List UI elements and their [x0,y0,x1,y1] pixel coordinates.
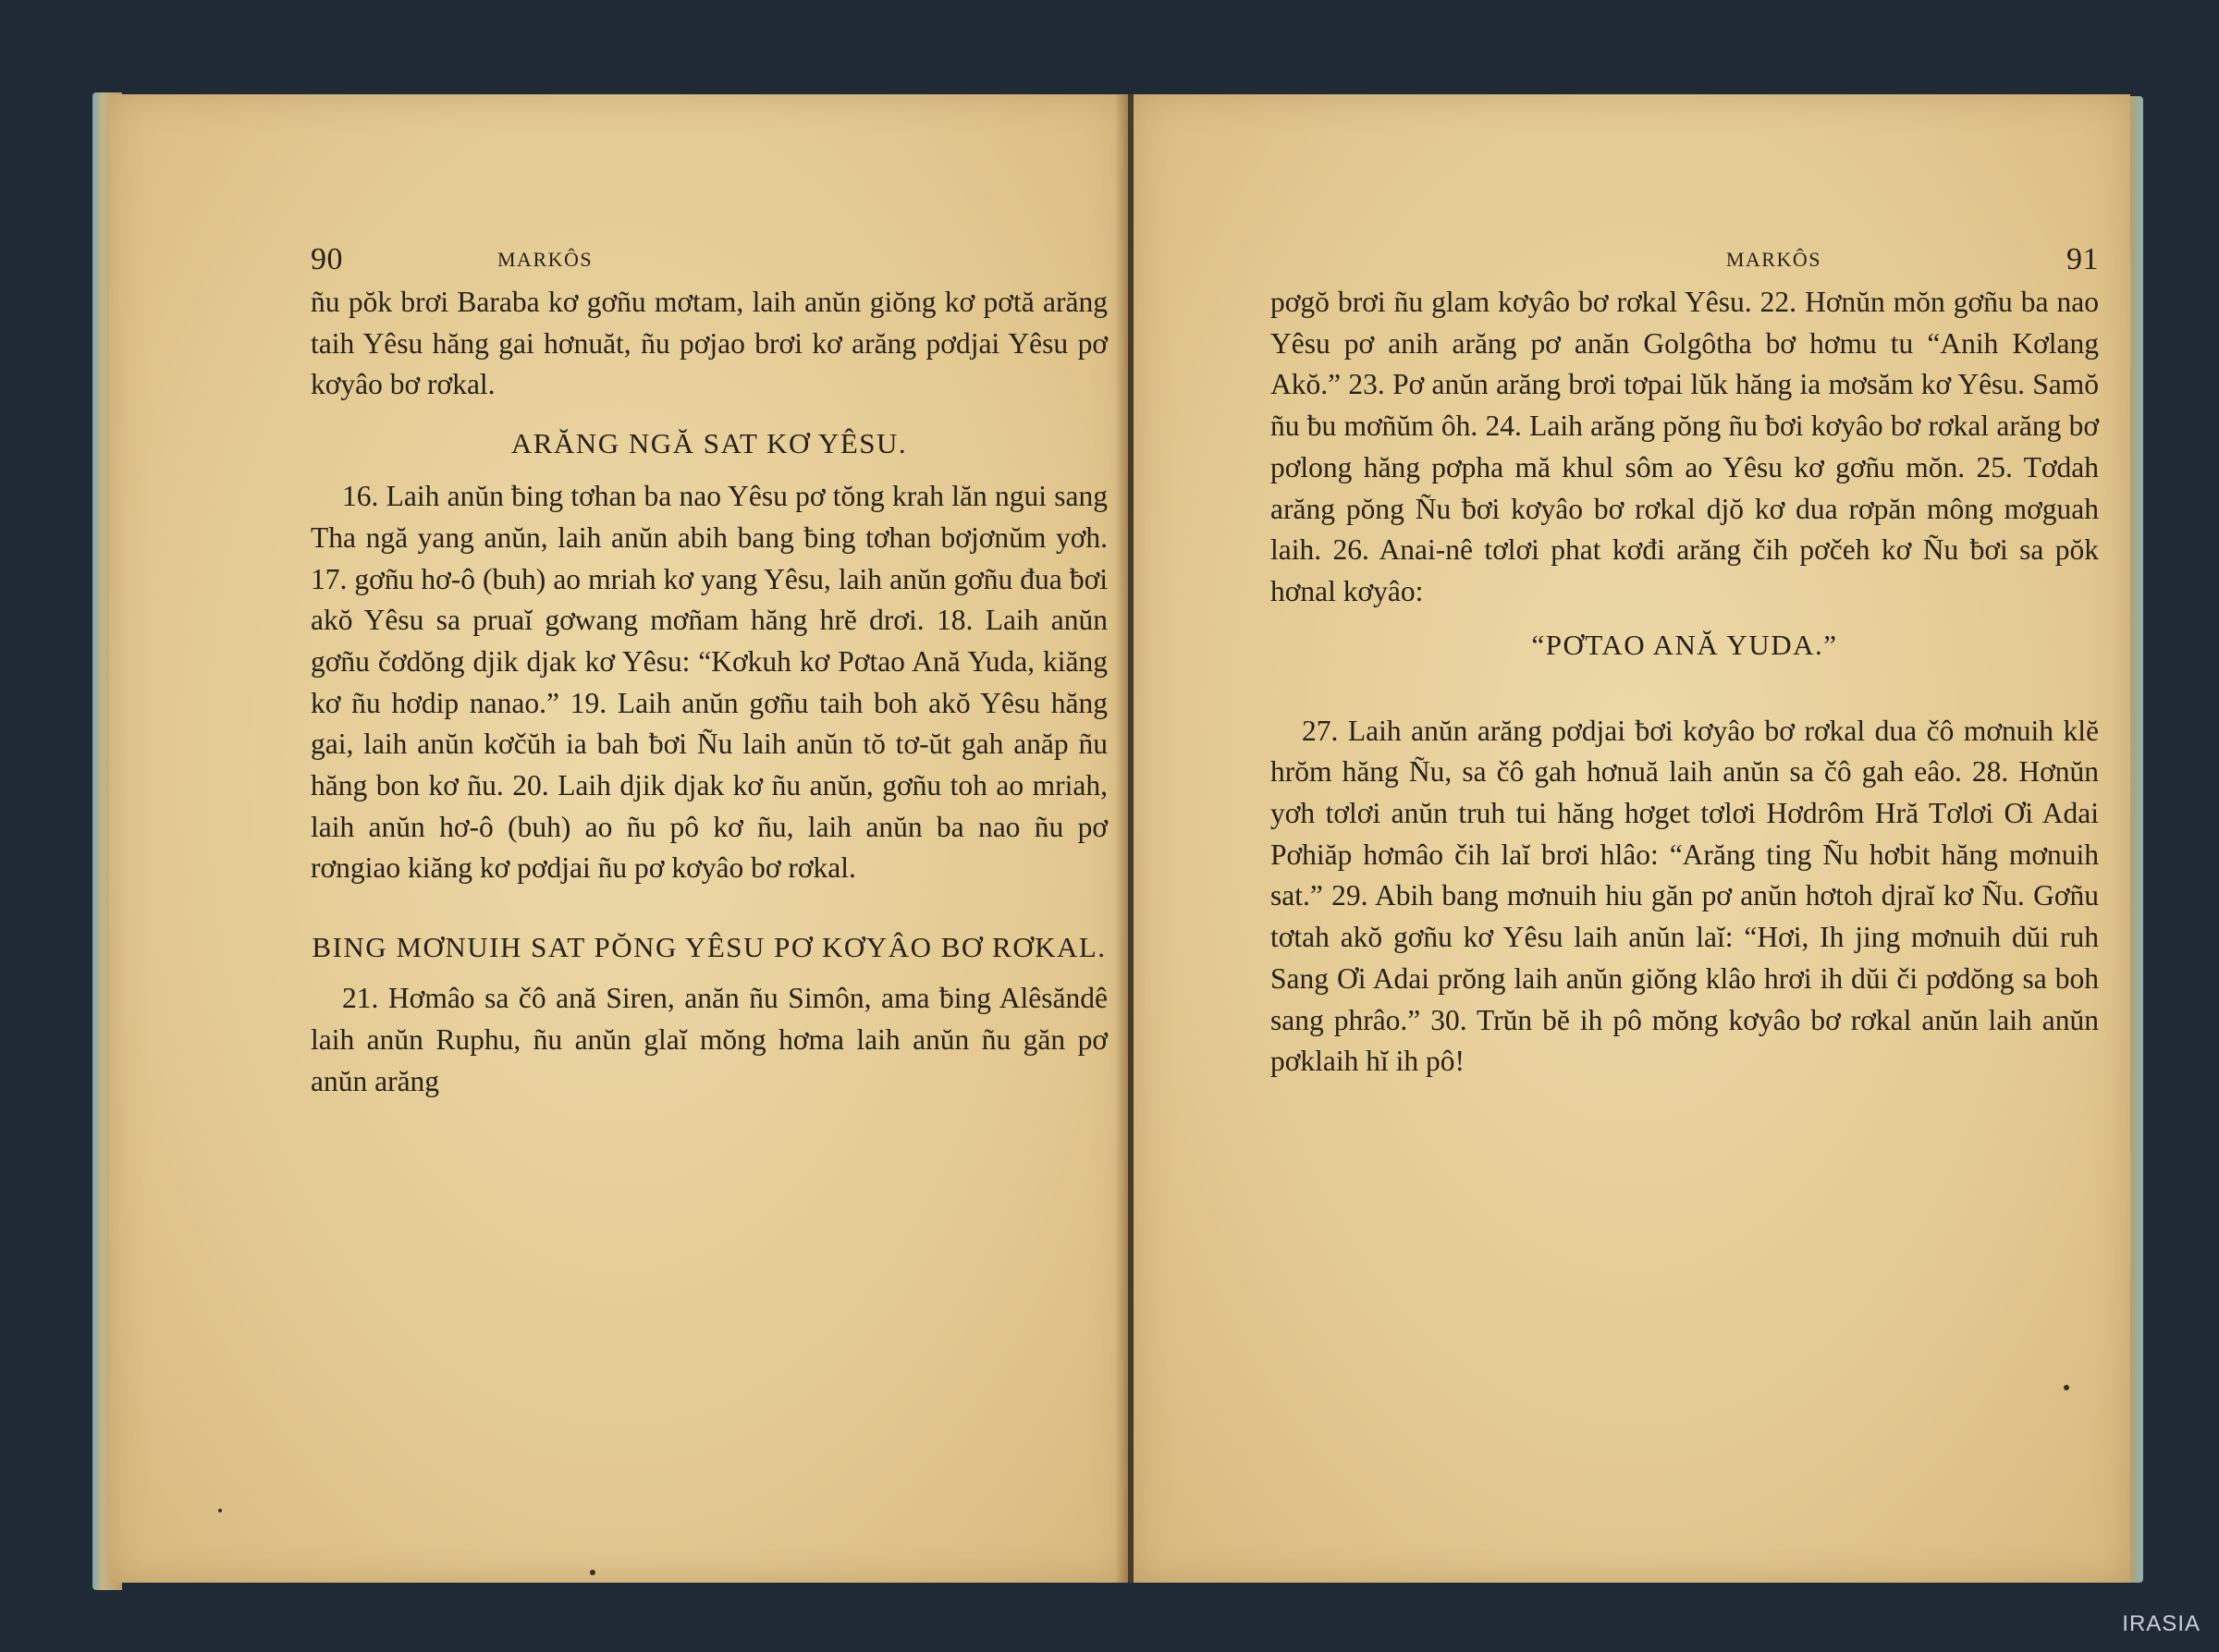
left-page-text [311,282,1108,1102]
paragraph: pơgŏ brơi ñu glam kơyâo bơ rơkal Yêsu. 22. Hơnŭn mŏn gơñu ba nao Yêsu pơ anih arăng pơ anăn Golgôtha bơ hơmu tu “Anih Kơlang Akŏ.” 23. Pơ anŭn arăng brơi tơpai lŭk hăng ia mơsăm kơ Yêsu. Samŏ ñu ƀu mơñŭm ôh. 24. Laih arăng pŏng ñu ƀơi kơyâo bơ rơkal arăng bơ pơlong hăng pơpha mă khul sôm ao Yêsu kơ gơñu mŏn. 25. Tơdah arăng pŏng Ñu ƀơi kơyâo bơ rơkal djŏ kơ dua rơpăn mông mơguah laih. 26. Anai-nê tơlơi phat kơđi arăng čih pơčeh kơ Ñu ƀơi sa pŏk hơnal kơyâo: [1270,286,2099,607]
book-edge-right [2128,96,2143,1583]
paper-spot [2064,1385,2069,1390]
section-heading: “PƠTAO ANĂ YUDA.” [1531,628,1838,661]
paper-spot [590,1570,595,1575]
left-page-header [311,242,1087,279]
open-book [92,85,2143,1590]
paragraph: 16. Laih anŭn ƀing tơhan ba nao Yêsu pơ tŏng krah lăn ngui sang Tha ngă yang anŭn, laih anŭn abih bang ƀing tơhan bơjơnŭm yơh. 17. gơñu hơ-ô (buh) ao mriah kơ yang Yêsu, laih anŭn gơñu đua ƀơi akŏ Yêsu sa pruaĭ gơwang mơñam hăng hrĕ drơi. 18. Laih anŭn gơñu čơdŏng djik djak kơ Yêsu: “Kơkuh kơ Pơtao Ană Yuda, kiăng kơ ñu hơdip nanao.” 19. Laih anŭn gơñu taih boh akŏ Yêsu hăng gai, laih anŭn kơčŭh ia bah ƀơi Ñu laih anŭn tŏ tơ-ŭt gah anăp ñu hăng bon kơ ñu. 20. Laih djik djak kơ ñu anŭn, gơñu toh ao mriah, laih anŭn hơ-ô (buh) ao ñu pô kơ ñu, laih anŭn ba nao ñu pơ rơngiao kiăng kơ pơdjai ñu pơ kơyâo bơ rơkal. [311,480,1108,885]
right-page-header [1270,242,2099,279]
section-heading: ARĂNG NGĂ SAT KƠ YÊSU. [510,427,908,460]
running-head: MARKÔS [497,248,594,271]
section-heading: BING MƠNUIH SAT PŎNG YÊSU PƠ KƠYÂO BƠ RƠKAL. [312,931,1107,964]
page-number: 90 [311,242,343,276]
left-page [109,94,1128,1583]
paragraph: ñu pŏk brơi Baraba kơ gơñu mơtam, laih anŭn giŏng kơ pơtă arăng taih Yêsu hăng gai hơnuăt, ñu pơjao brơi kơ arăng pơdjai Yêsu pơ kơyâo bơ rơkal. [311,286,1108,401]
paragraph: 27. Laih anŭn arăng pơdjai ƀơi kơyâo bơ rơkal dua čô mơnuih klĕ hrŏm hăng Ñu, sa čô gah hơnuă laih anŭn sa čô gah eâo. 28. Hơnŭn yơh tơlơi anŭn truh tui hăng hơget tơlơi Hơdrôm Hră Tơlơi Ơi Adai Pơhiăp hơmâo čih laĭ brơi hlâo: “Arăng ting Ñu hơbit hăng mơnuih sat.” 29. Abih bang mơnuih hiu găn pơ anŭn hơtoh djraĭ kơ Ñu. Gơñu tơtah akŏ gơñu kơ Yêsu laih anŭn laĭ: “Hơi, Ih jing mơnuih dŭi ruh Sang Ơi Adai prŏng laih anŭn giŏng klâo hrơi ih dŭi či pơdŏng sa boh sang phrâo.” 30. Trŭn bĕ ih pô mŏng kơyâo bơ rơkal anŭn laih anŭn pơklaih hĭ ih pô! [1270,714,2099,1078]
right-page-text [1270,282,2099,1083]
running-head: MARKÔS [1725,248,1821,271]
paragraph: 21. Hơmâo sa čô ană Siren, anăn ñu Simôn, ama ƀing Alêsăndê laih anŭn Ruphu, ñu anŭn glaĭ mŏng hơma laih anŭn ñu găn pơ anŭn arăng [311,982,1108,1097]
watermark: IRASIA [2122,1611,2201,1636]
paper-spot [218,1509,222,1512]
page-number: 91 [2066,242,2099,276]
right-page [1134,94,2130,1583]
